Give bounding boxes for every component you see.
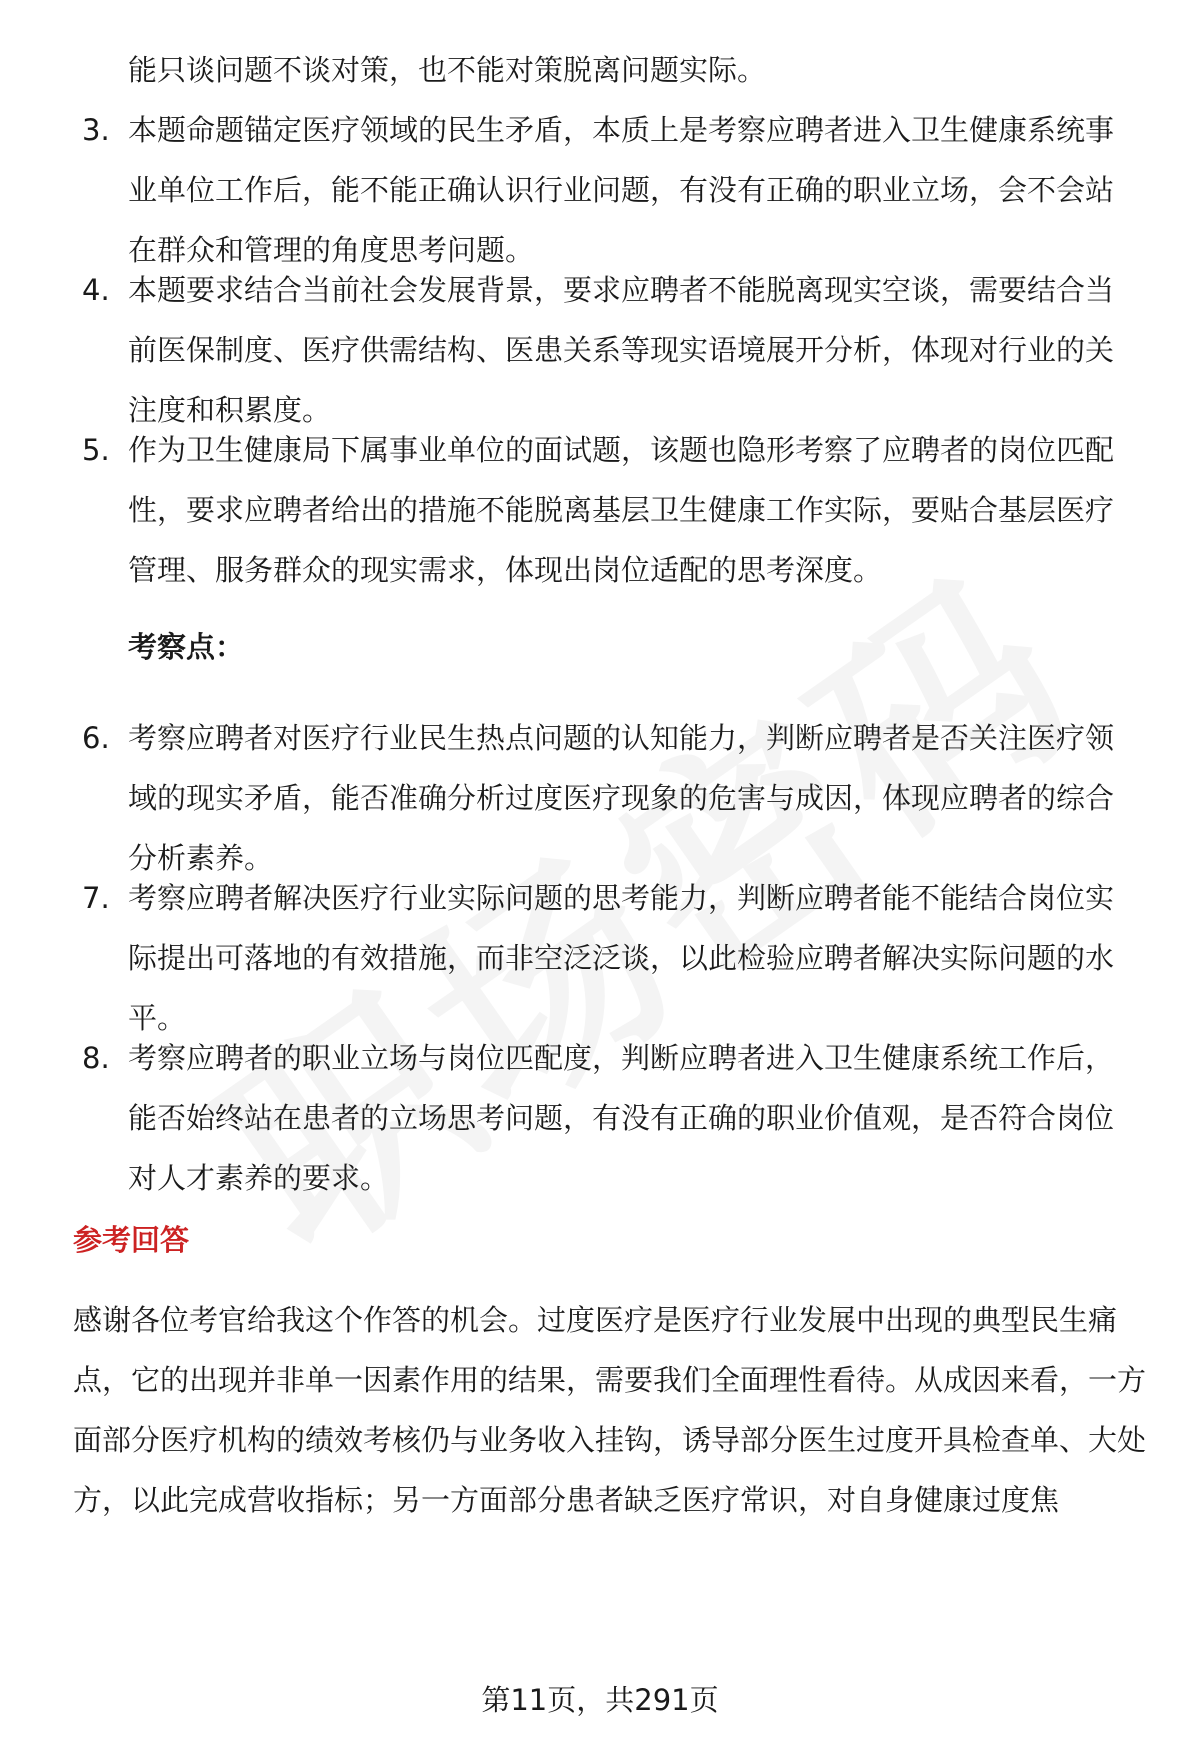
continuation-text: 能只谈问题不谈对策，也不能对策脱离问题实际。 — [128, 53, 767, 87]
page-footer: 第11页，共291页 — [481, 1683, 719, 1717]
list-item-text: 本题命题锚定医疗领域的民生矛盾，本质上是考察应聘者进入卫生健康系统事业单位工作后，能不能正确认识行业问题，有没有正确的职业立场，会不会站在群众和管理的角度思考问题。 — [128, 113, 1115, 267]
list-item-number: 7. — [82, 881, 110, 915]
list-item — [82, 1028, 1142, 1208]
list-item-text: 考察应聘者解决医疗行业实际问题的思考能力，判断应聘者能不能结合岗位实际提出可落地的有效措施，而非空泛泛谈，以此检验应聘者解决实际问题的水平。 — [128, 881, 1115, 1035]
list-item-text: 考察应聘者的职业立场与岗位匹配度，判断应聘者进入卫生健康系统工作后，能否始终站在患者的立场思考问题，有没有正确的职业价值观，是否符合岗位对人才素养的要求。 — [128, 1041, 1115, 1195]
list-item — [82, 420, 1142, 600]
list-item — [82, 868, 1142, 1048]
list-item-text: 作为卫生健康局下属事业单位的面试题，该题也隐形考察了应聘者的岗位匹配性，要求应聘者给出的措施不能脱离基层卫生健康工作实际，要贴合基层医疗管理、服务群众的现实需求，体现出岗位适配的思考深度。 — [128, 433, 1115, 587]
section-heading: 考察点： — [128, 630, 245, 664]
reference-answer-paragraph: 感谢各位考官给我这个作答的机会。过度医疗是医疗行业发展中出现的典型民生痛点，它的出现并非单一因素作用的结果，需要我们全面理性看待。从成因来看，一方面部分医疗机构的绩效考核仍与业务收入挂钩，诱导部分医生过度开具检查单、大处方，以此完成营收指标；另一方面部分患者缺乏医疗常识，对自身健康过度焦 — [73, 1303, 1147, 1517]
list-item-number: 8. — [82, 1041, 110, 1075]
list-item-text: 考察应聘者对医疗行业民生热点问题的认知能力，判断应聘者是否关注医疗领域的现实矛盾，能否准确分析过度医疗现象的危害与成因，体现应聘者的综合分析素养。 — [128, 721, 1115, 875]
list-item-number: 5. — [82, 433, 110, 467]
list-item — [82, 260, 1142, 440]
list-item-number: 3. — [82, 113, 110, 147]
reference-answer-heading: 参考回答 — [73, 1223, 190, 1257]
list-item — [82, 708, 1142, 888]
list-item-text: 本题要求结合当前社会发展背景，要求应聘者不能脱离现实空谈，需要结合当前医保制度、医疗供需结构、医患关系等现实语境展开分析，体现对行业的关注度和积累度。 — [128, 273, 1115, 427]
list-item-number: 4. — [82, 273, 110, 307]
list-item — [82, 100, 1142, 280]
list-item-number: 6. — [82, 721, 110, 755]
